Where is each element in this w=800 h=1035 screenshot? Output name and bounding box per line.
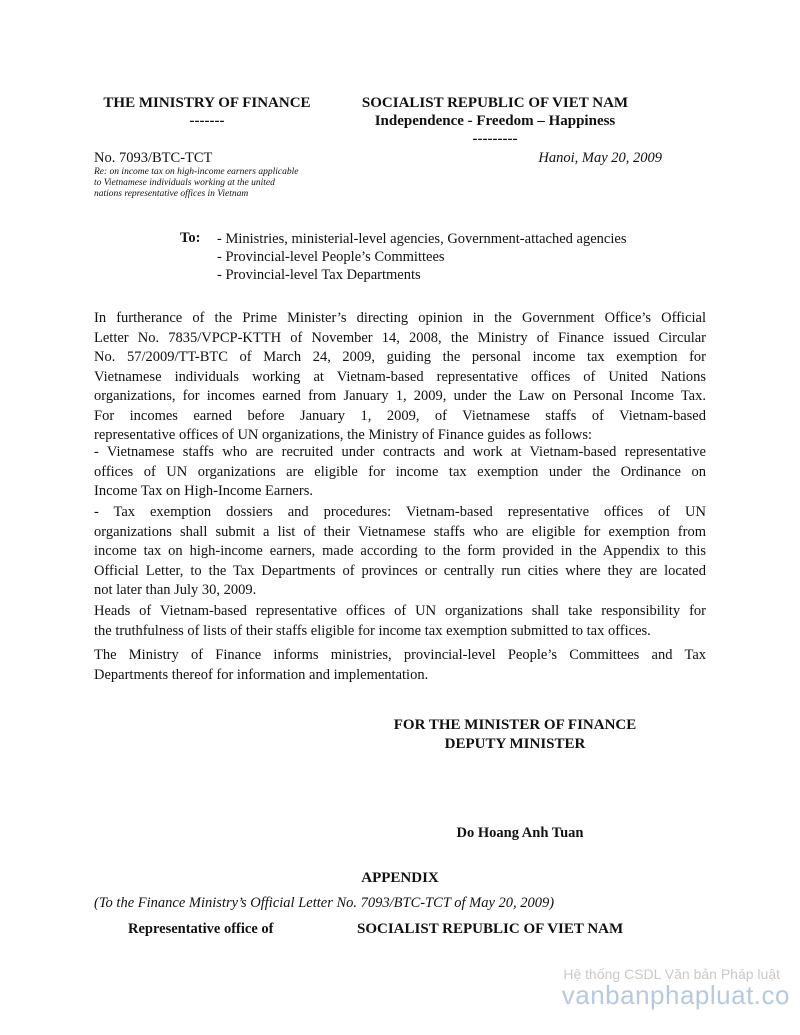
- paragraph-line: Vietnamese individuals working at Vietnam-based representative offices of United Nations: [94, 368, 706, 385]
- appendix-title: APPENDIX: [361, 870, 439, 886]
- paragraph-line: The Ministry of Finance informs ministries, provincial-level People’s Committees and Tax: [94, 647, 706, 663]
- ministry-name: THE MINISTRY OF FINANCE: [103, 95, 311, 111]
- paragraph-line: income tax on high-income earners, made according to the form provided in the Appendix to this: [94, 543, 706, 559]
- national-motto: Independence - Freedom – Happiness: [374, 113, 616, 129]
- paragraph-line: organizations shall submit a list of their Vietnamese staffs who are eligible for exemption from: [94, 523, 706, 540]
- place-date: Hanoi, May 20, 2009: [538, 150, 662, 166]
- paragraph-line: Official Letter, to the Tax Departments of provinces or centrally run cities where they are located: [94, 562, 706, 579]
- paragraph-5: [94, 646, 706, 685]
- ministry-rule: -------: [189, 113, 225, 129]
- paragraph-line: - Vietnamese staffs who are recruited under contracts and work at Vietnam-based representative: [94, 444, 706, 460]
- subject-line: to Vietnamese individuals working at the united: [94, 178, 275, 188]
- recipient-item: - Provincial-level Tax Departments: [217, 267, 421, 283]
- paragraph-4: [94, 602, 706, 641]
- paragraph-1: [94, 309, 706, 446]
- to-label: To:: [180, 230, 201, 246]
- paragraph-3: [94, 503, 706, 601]
- subject-line: nations representative offices in Vietnam: [94, 189, 249, 199]
- motto-rule: ---------: [472, 131, 518, 147]
- republic-name: SOCIALIST REPUBLIC OF VIET NAM: [361, 95, 629, 111]
- paragraph-line: - Tax exemption dossiers and procedures: Vietnam-based representative offices of UN: [94, 504, 706, 520]
- paragraph-line: In furtherance of the Prime Minister’s directing opinion in the Government Office’s Official: [94, 310, 706, 326]
- paragraph-line: the truthfulness of lists of their staffs eligible for income tax exemption submitted to tax offices.: [94, 622, 651, 639]
- recipient-item: - Provincial-level People’s Committees: [217, 249, 445, 265]
- signature-title: FOR THE MINISTER OF FINANCE: [393, 717, 637, 733]
- appendix-subtitle: (To the Finance Ministry’s Official Letter No. 7093/BTC-TCT of May 20, 2009): [94, 895, 555, 911]
- paragraph-line: Departments thereof for information and implementation.: [94, 666, 429, 683]
- watermark-text: Hệ thống CSDL Văn bản Pháp luật: [563, 966, 780, 982]
- document-number: No. 7093/BTC-TCT: [94, 150, 213, 166]
- subject-block: [94, 167, 334, 200]
- paragraph-line: organizations, for incomes earned from January 1, 2009, under the Law on Personal Income Tax.: [94, 388, 706, 404]
- subject-line: Re: on income tax on high-income earners applicable: [94, 167, 299, 177]
- paragraph-line: Heads of Vietnam-based representative offices of UN organizations shall take responsibility for: [94, 603, 706, 619]
- recipient-item: - Ministries, ministerial-level agencies, Government-attached agencies: [217, 231, 627, 247]
- recipients-list: [217, 230, 626, 284]
- paragraph-line: For incomes earned before January 1, 2009, of Vietnamese staffs of Vietnam-based: [94, 407, 706, 424]
- paragraph-line: Income Tax on High-Income Earners.: [94, 483, 313, 499]
- signer-name: Do Hoang Anh Tuan: [456, 825, 584, 841]
- appendix-left-heading: Representative office of: [128, 921, 274, 937]
- watermark-site: vanbanphapluat.co: [561, 980, 790, 1010]
- paragraph-line: representative offices of UN organizations, the Ministry of Finance guides as follows:: [94, 427, 592, 443]
- paragraph-line: Letter No. 7835/VPCP-KTTH of November 14, 2008, the Ministry of Finance issued Circular: [94, 329, 706, 346]
- paragraph-line: offices of UN organizations are eligible for income tax exemption under the Ordinance on: [94, 463, 706, 480]
- paragraph-2: [94, 443, 706, 502]
- appendix-right-heading: SOCIALIST REPUBLIC OF VIET NAM: [357, 921, 624, 937]
- paragraph-line: No. 57/2009/TT-BTC of March 24, 2009, guiding the personal income tax exemption for: [94, 349, 706, 365]
- signature-position: DEPUTY MINISTER: [444, 736, 586, 752]
- paragraph-line: not later than July 30, 2009.: [94, 582, 257, 598]
